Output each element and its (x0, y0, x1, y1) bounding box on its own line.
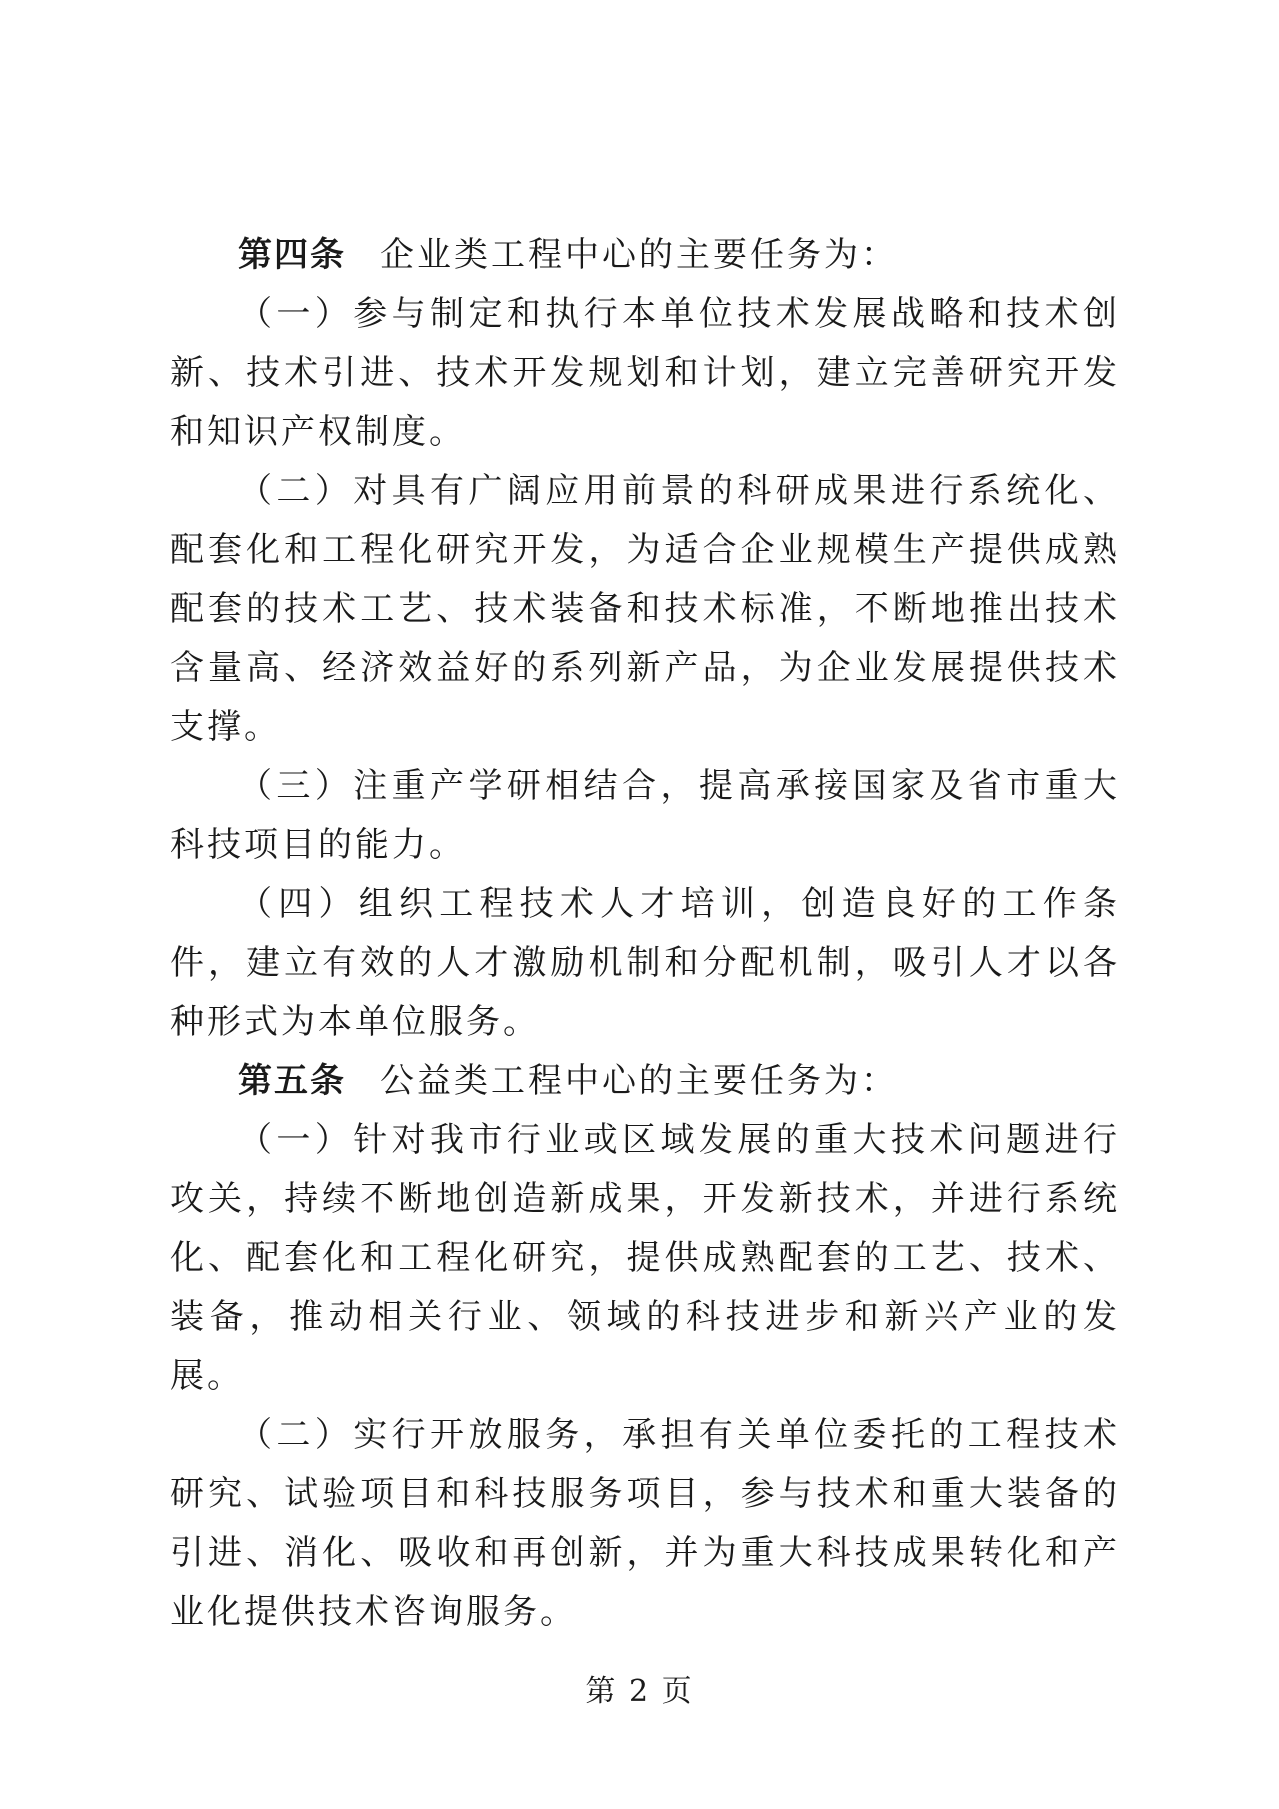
article-4-heading (170, 226, 1120, 285)
article-4-label: 第四条 (238, 235, 346, 275)
article-5-item-1: （一）针对我市行业或区域发展的重大技术问题进行攻关，持续不断地创造新成果，开发新技术，并进行系统化、配套化和工程化研究，提供成熟配套的工艺、技术、装备，推动相关行业、领域的科技进步和新兴产业的发展。 (170, 1120, 1120, 1396)
article-5-item-2: （二）实行开放服务，承担有关单位委托的工程技术研究、试验项目和科技服务项目，参与技术和重大装备的引进、消化、吸收和再创新，并为重大科技成果转化和产业化提供技术咨询服务。 (170, 1415, 1120, 1632)
article-5-heading (170, 1052, 1120, 1111)
article-4-item-4: （四）组织工程技术人才培训，创造良好的工作条件，建立有效的人才激励机制和分配机制，吸引人才以各种形式为本单位服务。 (170, 884, 1120, 1042)
document-body (170, 226, 1120, 1642)
article-4-heading-text: 企业类工程中心的主要任务为： (380, 235, 898, 275)
article-5-label: 第五条 (238, 1061, 346, 1101)
page-number: 第 2 页 (585, 1674, 694, 1709)
article-4-item-3: （三）注重产学研相结合，提高承接国家及省市重大科技项目的能力。 (170, 766, 1120, 865)
article-5-heading-text: 公益类工程中心的主要任务为： (380, 1061, 898, 1101)
article-4-item-2: （二）对具有广阔应用前景的科研成果进行系统化、配套化和工程化研究开发，为适合企业规模生产提供成熟配套的技术工艺、技术装备和技术标准，不断地推出技术含量高、经济效益好的系列新产品，为企业发展提供技术支撑。 (170, 471, 1120, 747)
article-4-item-1: （一）参与制定和执行本单位技术发展战略和技术创新、技术引进、技术开发规划和计划，建立完善研究开发和知识产权制度。 (170, 294, 1120, 452)
